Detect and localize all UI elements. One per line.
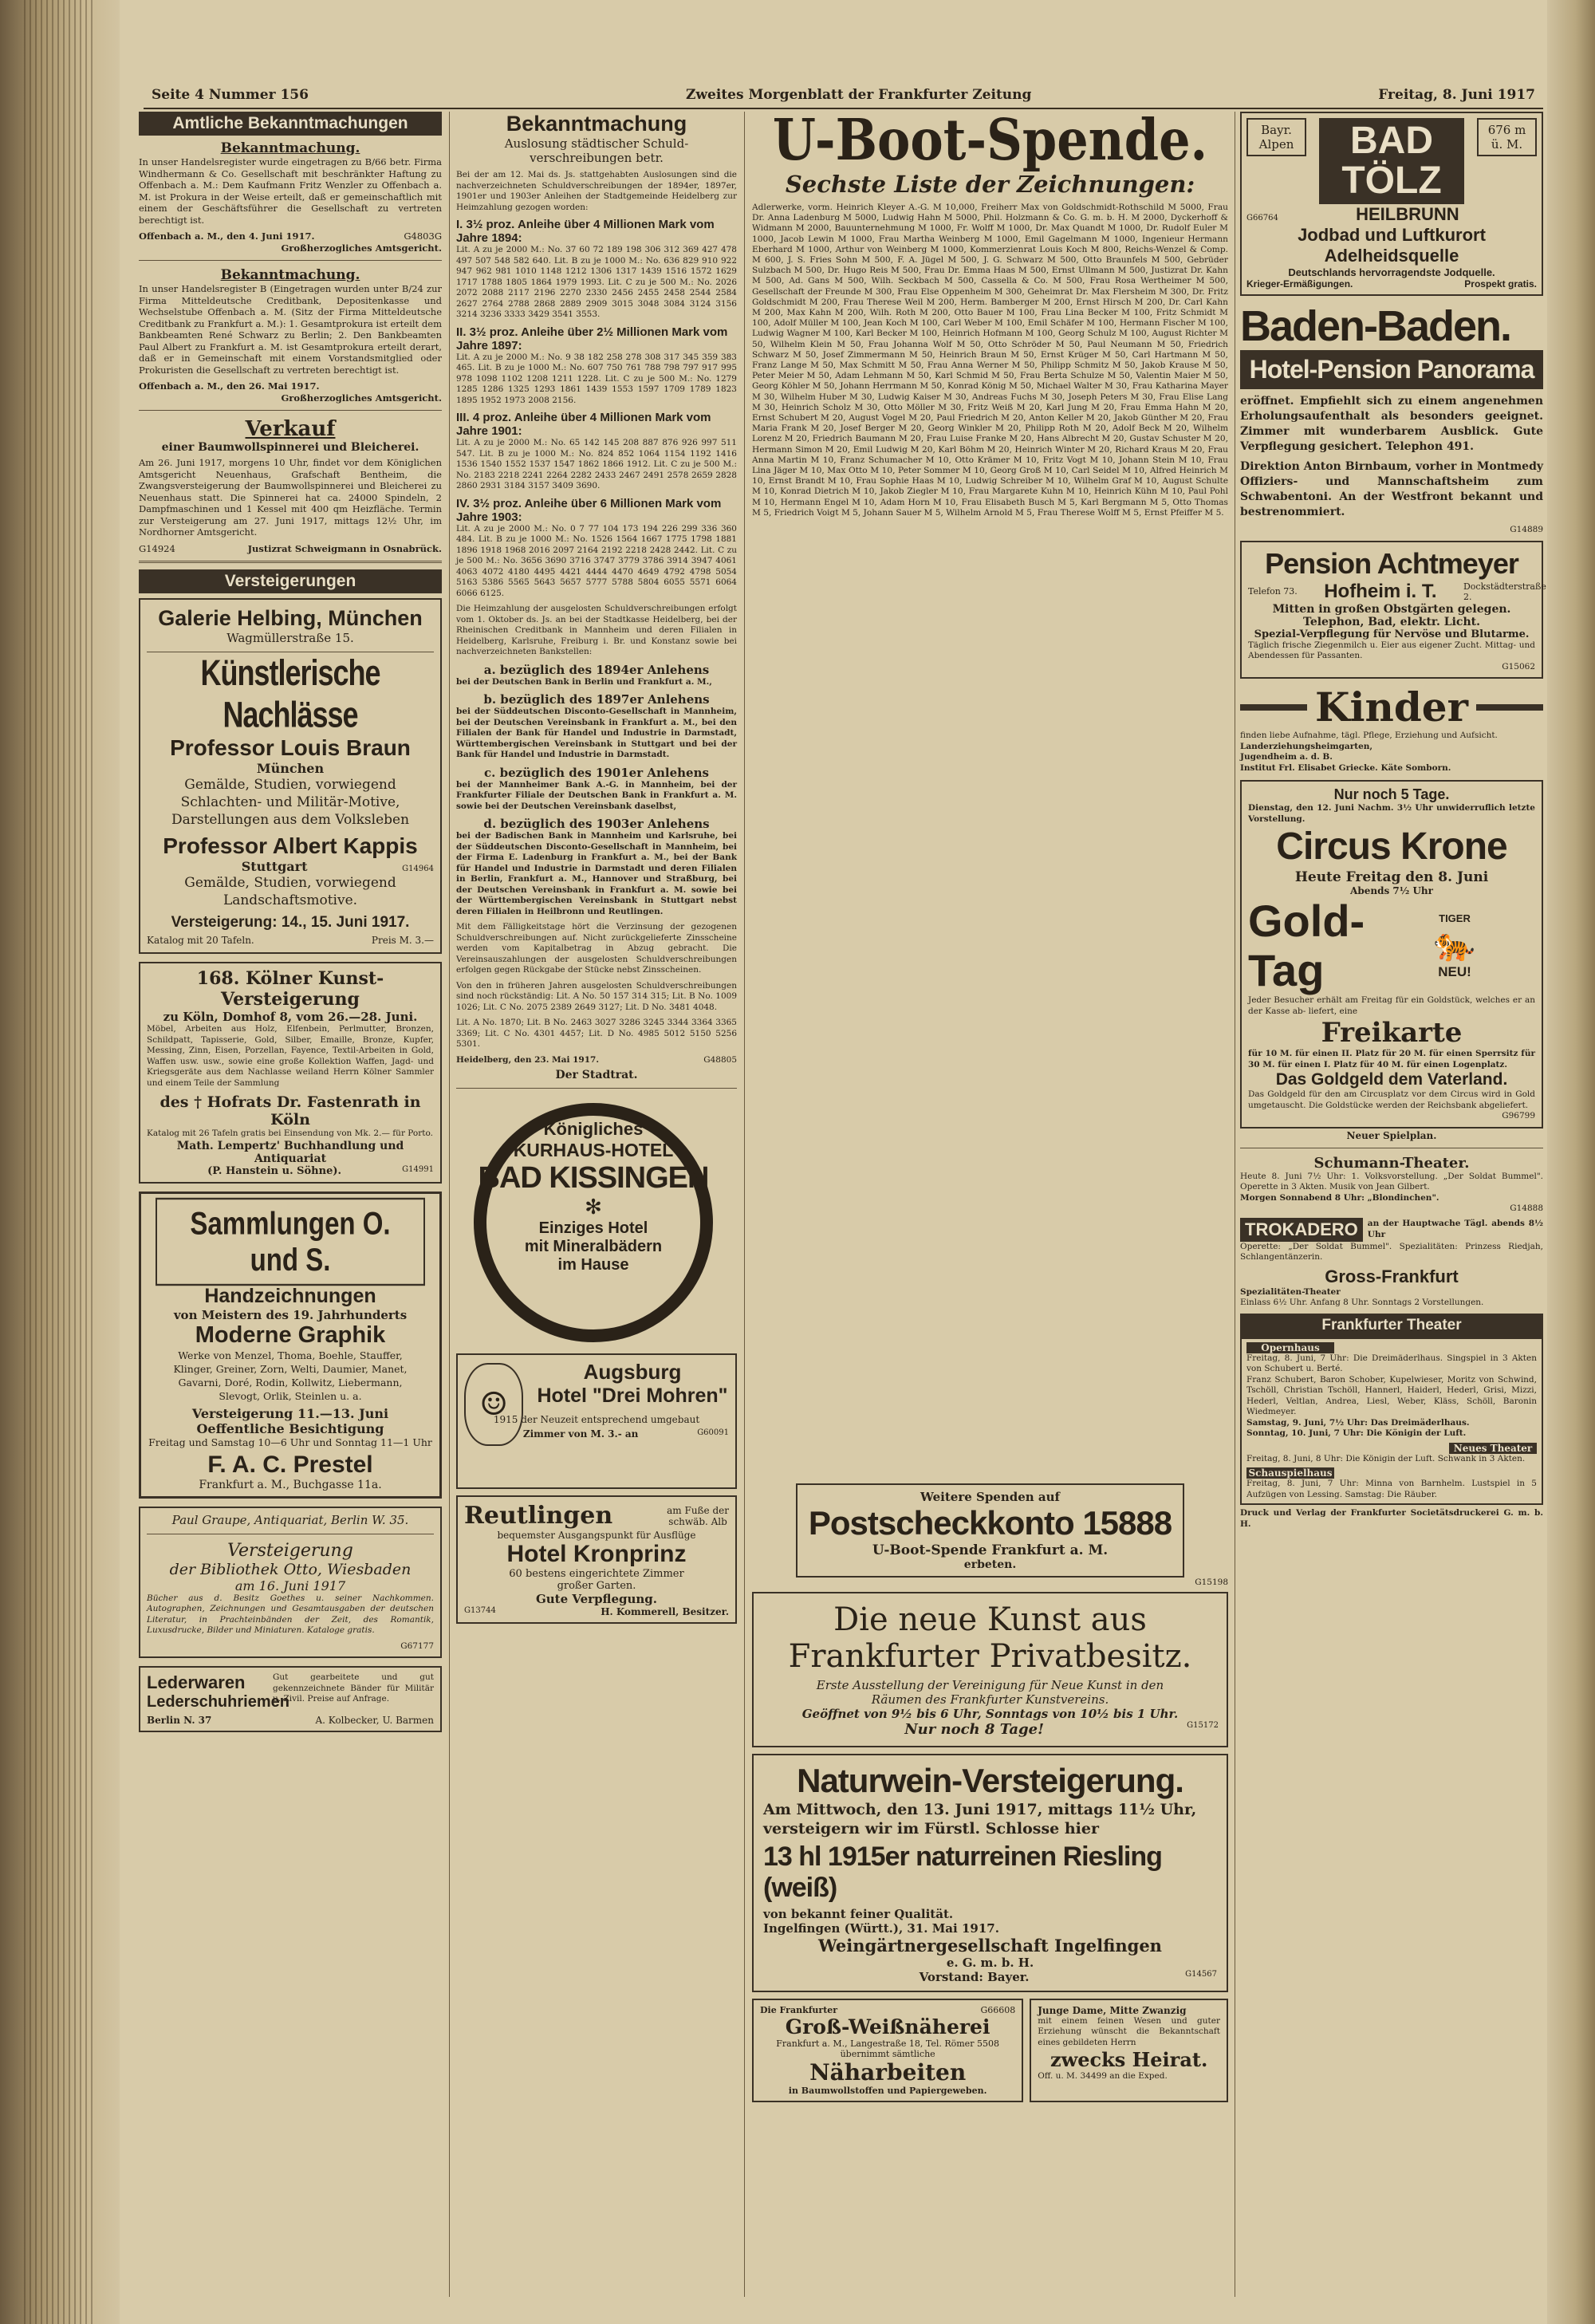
section-header-versteigerungen: Versteigerungen [139,569,442,593]
anleihe-1894-title: I. 3½ proz. Anleihe über 4 Millionen Mark vom Jahre 1894: [456,218,715,245]
kronprinz-code: G13744 [464,1606,496,1615]
circus-note: Nur noch 5 Tage. [1333,786,1450,802]
kronprinz-owner: H. Kommerell, Besitzer. [601,1606,729,1617]
kissingen-ad [456,1095,737,1350]
notice-text: In unser Handelsregister wurde eingetragen zu B/66 betr. Firma Windhermann & Co. Gesellschaft mit beschränkter Haftung zu Offenbach a. M.: Dem Kaufmann Fritz Wenzler zu Offenbach a. M. ist Prokura in der Weise erteilt, daß er gemeinschaftlich mit einem der Geschäftsführer die Gesellschaft zu vertreten berechtigt ist. [139,156,442,226]
column-rule [744,112,745,2297]
graupe-code: G67177 [400,1641,434,1651]
notice-court: Großherzogliches Amtsgericht. [281,242,442,254]
achtmeyer-code: G15062 [1502,661,1535,672]
bek-subtitle-2: verschreibungen betr. [530,151,664,165]
kunst-open: Geöffnet von 9½ bis 6 Uhr, Sonntags von 10½ bis 1 Uhr. [801,1706,1179,1721]
kronprinz-rooms: 60 bestens eingerichtete Zimmer [509,1568,684,1580]
kunst-line-2: Frankfurter Privatbesitz. [788,1637,1192,1675]
schauspielhaus-head: Schauspielhaus [1246,1467,1334,1479]
achtmeyer-city: Hofheim i. T. [1324,580,1437,602]
lempertz-sub: (P. Hanstein u. Söhne). [207,1164,342,1177]
schumann-sub: Morgen Sonnabend 8 Uhr: „Blondinchen". [1240,1192,1439,1203]
kronprinz-garden: großer Garten. [557,1580,636,1592]
druck-verlag: Druck und Verlag der Frankfurter Societätsdruckerei G. m. b. H. [1240,1508,1543,1529]
circus-date: Heute Freitag den 8. Juni [1294,869,1489,885]
kappis-name: Professor Albert Kappis [163,833,418,858]
weissnaeherei-ad [752,1999,1023,2102]
kissingen-line-4: Einziges Hotel [538,1219,648,1237]
bek-signature: Der Stadtrat. [555,1069,638,1081]
sammlungen-ad [139,1192,442,1499]
kissingen-line-3: BAD KISSINGEN [478,1161,709,1195]
graupe-title: Versteigerung [227,1540,353,1561]
kissingen-star-icon: ✻ [585,1195,602,1219]
schumann-text: Heute 8. Juni 7½ Uhr: 1. Volksvorstellung. „Der Soldat Bummel". Operette in 3 Akten. Musik von Jean Gilbert. [1240,1171,1543,1192]
sammlungen-moderne: Moderne Graphik [195,1322,386,1348]
circus-name: Circus Krone [1276,825,1507,868]
achtmeyer-tel: Telefon 73. [1248,586,1298,597]
circus-note-2: Dienstag, den 12. Juni Nachm. 3½ Uhr unwiderruflich letzte Vorstellung. [1248,803,1535,824]
mohren-ad [456,1353,737,1489]
circus-text: Jeder Besucher erhält am Freitag für ein Goldstück, welches er an der Kasse ab- liefert, eine [1248,995,1535,1016]
naturwein-code: G14567 [1185,1969,1217,1979]
opernhaus-sun: Sonntag, 10. Juni, 7 Uhr: Die Königin der Luft. [1246,1428,1467,1438]
neues-theater-head: Neues Theater [1449,1443,1537,1454]
trokadero-text: Operette: „Der Soldat Bummel". Spezialitäten: Prinzess Riedjah, Schlangentänzerin. [1240,1241,1543,1262]
uboot-title: U-Boot-Spende. [772,106,1208,174]
baden-code: G14889 [1510,525,1543,534]
naeharbeiten: Näharbeiten [809,2058,967,2086]
sammlungen-besichtigung: Oeffentliche Besichtigung [196,1420,384,1436]
bank-a-title: a. bezüglich des 1894er Anlehens [483,662,710,677]
bank-d-text: bei der Badischen Bank in Mannheim und Karlsruhe, bei der Süddeutschen Disconto-Gesellschaft in Mannheim, bei der Firma E. Ladenburg in Frankfurt a. M., bei der Bank für Handel und Industrie in Darmstadt und deren Filialen in Berlin, Frankfurt a. M., Hannover und Straßburg, bei der Deutschen Vereinsbank in Frankfurt a. M. sowie bei der Württembergischen Vereinsbank in Stuttgart nebst deren Filialen in Heilbronn und Reutlingen. [456,831,737,916]
reutlingen-side-2: schwäb. Alb [668,1515,727,1527]
postscheck-konto: Postscheckkonto 15888 [808,1504,1172,1542]
baden-direktion: Direktion Anton Birnbaum, vorher in Montmedy Offiziers- und Mannschaftsheim zum Schwabentoni. An der Westfront bekannt und bestrenommiert. [1240,460,1543,518]
sammlungen-versteigerung: Versteigerung 11.—13. Juni [191,1405,389,1421]
weiss-sub: übernimmt sämtliche [840,2048,935,2059]
circus-code: G96799 [1502,1111,1535,1121]
bek-title: Bekanntmachung [506,112,687,136]
postscheck-code: G15198 [1195,1578,1228,1587]
page-edge [1547,0,1595,2324]
kinder-address: Jugendheim a. d. B. [1240,752,1333,762]
leder-address: A. Kolbecker, U. Barmen [315,1715,434,1726]
koelner-collector: des † Hofrats Dr. Fastenrath in Köln [160,1093,421,1129]
kronprinz-name: Hotel Kronprinz [506,1541,687,1567]
bank-d-title: d. bezüglich des 1903er Anlehens [483,817,710,831]
nachlaesse-heading: Künstlerische Nachlässe [200,652,380,735]
mohren-emblem-icon: ☺ [464,1363,523,1446]
toelz-ad [1240,112,1543,296]
masthead-paper-name: Zweites Morgenblatt der Frankfurter Zeitung [686,87,1032,103]
mohren-code: G60091 [697,1428,729,1437]
anleihe-1901-numbers: Lit. A zu je 2000 M.: No. 65 142 145 208 887 876 926 997 511 547. Lit. B zu je 1000 M.: No. 824 852 1064 1154 1192 1416 1536 1540 1552 1537 1547 1862 1866 1912. Lit. C zu je 500 M.: No. 2183 2218 2241 2264 2282 2433 2467 2491 2578 2659 2828 2860 2931 3184 3157 3409 3690. [456,438,737,490]
augsburg-title: Augsburg [583,1360,682,1384]
verkauf-signature: Justizrat Schweigmann in Osnabrück. [247,542,442,554]
uboot-donation-list: Adlerwerke, vorm. Heinrich Kleyer A.-G. M 10,000, Freiherr Max von Goldschmidt-Rothschild M 5000, Frau Dr. Anna Ladenburg M 5000, Ludwig Hahn M 5000, Phil. Holzmann & Co. G. m. b. H. M 2000, Dyckerhoff & Widmann M 2000, Bauunternehmung M 1000, Fr. Wolff M 1000, Dr. Max Quandt M 1000, Dr. Rudolf Euler M 1000, Jacob Lewin M 1000, Frau Martha Weinberg M 1000, Emil Gagelmann M 1000, Ingenieur Hermann Eberhard M 1000, Arthur von Weinberg M 1000, Kommerzienrat Louis Koch M 800, Reichs-Wenzel & Comp. M 600, J. S. Fries Sohn M 500, F. A. Jügel M 500, J. G. Schwarz M 500, Otto Braunfels M 500, Gebrüder Sulzbach M 500, Dr. Hugo Reis M 500, Frau Dr. Emma Haas M 500, Ernst Ullmann M 500, Justizrat Dr. Kahn M 500, Ad. Gans M 500, Wilh. Seckbach M 500, Cassella & Co. M 500, Frau Rosa Wertheimer M 500, Gesellschaft der Freunde M 300, Frau Else Oppenheim M 300, Geheimrat Dr. Max Flersheim M 300, Dr. Fritz Goldschmidt M 200, Frau Therese Weil M 200, Herm. Bamberger M 200, Ernst Hirsch M 200, Dr. Carl Kahn M 200, Max Kahn M 200, Wilh. Roth M 200, Otto Bauer M 100, Frau Lina Becker M 100, Fritz Schmidt M 100, Adolf Müller M 100, Jean Koch M 100, Carl Weber M 100, Emil Schäfer M 100, Hermann Fischer M 100, Ludwig Wagner M 100, Karl Becker M 100, Heinrich Hofmann M 100, Georg Schulz M 100, August Richter M 50, Wilhelm Klein M 50, Frau Johanna Wolf M 50, Otto Schröder M 50, Paul Neumann M 50, Friedrich Schwarz M 50, Josef Zimmermann M 50, Heinrich Braun M 50, Ernst Krüger M 50, Carl Hartmann M 50, Franz Lange M 50, Max Schmitt M 50, Frau Anna Werner M 50, Philipp Schmitz M 50, Jakob Krause M 50, Peter Meier M 50, Adam Lehmann M 50, Karl Schmid M 50, Frau Berta Schulze M 50, Valentin Maier M 50, Georg Köhler M 50, Johann Herrmann M 50, Konrad König M 50, Michael Walter M 30, Frau Katharina Mayer M 30, Wilhelm Huber M 30, Ludwig Kaiser M 30, Andreas Fuchs M 30, Joseph Peters M 30, Frau Elise Lang M 30, Heinrich Scholz M 30, Otto Möller M 30, Fritz Weiß M 20, Karl Jung M 20, Frau Emma Hahn M 20, Ernst Schubert M 20, August Vogel M 20, Paul Friedrich M 20, Anton Keller M 20, Jakob Günther M 20, Frau Maria Frank M 20, Josef Berger M 20, Georg Winkler M 20, Philipp Roth M 20, Adolf Beck M 20, Wilhelm Lorenz M 20, Friedrich Baumann M 20, Frau Luise Franke M 20, Hans Albrecht M 20, Gustav Schuster M 20, Hermann Simon M 20, Emil Ludwig M 20, Karl Böhm M 20, Heinrich Winter M 20, Richard Kraus M 20, Frau Anna Martin M 10, Franz Schumacher M 10, Otto Krämer M 10, Fritz Vogt M 10, Johann Stein M 10, Frau Lina Jäger M 10, Max Otto M 10, Peter Sommer M 10, Georg Groß M 10, Carl Seidel M 10, Alfred Heinrich M 10, Ernst Brandt M 10, Frau Sophie Haas M 10, Ludwig Schreiber M 10, Wilhelm Graf M 10, August Schulte M 10, Konrad Dietrich M 10, Jakob Ziegler M 10, Frau Margarete Kuhn M 10, Heinrich Kühn M 10, Paul Pohl M 10, Hermann Engel M 10, Adam Horn M 10, Frau Elisabeth Busch M 5, Karl Bergmann M 5, Otto Thomas M 5, Friedrich Voigt M 5, Johann Sauer M 5, Wilhelm Arnold M 5, Frau Therese Wolff M 5, Ernst Pfeiffer M 5. [752,203,1228,518]
naturwein-vorstand: Vorstand: Bayer. [919,1969,1030,1984]
achtmeyer-note: Täglich frische Ziegenmilch u. Eier aus eigener Zucht. Mittag- und Abendessen für Passanten. [1248,640,1535,660]
toelz-deutschlands: Deutschlands hervorragendste Jodquelle. [1288,266,1495,278]
kinder-heim: Landerziehungsheimgarten, [1240,741,1373,751]
sammlungen-meister: von Meistern des 19. Jahrhunderts [173,1307,408,1322]
circus-gold: Das Goldgeld dem Vaterland. [1275,1070,1508,1089]
schauspielhaus-text: Freitag, 8. Juni, 7 Uhr: Minna von Barnhelm. Lustspiel in 5 Aufzügen von Lessing. Samstag: Die Räuber. [1246,1479,1537,1499]
bek-code: G48805 [703,1054,737,1065]
bank-c-title: c. bezüglich des 1901er Anlehens [484,765,709,780]
circus-ad [1240,780,1543,1129]
naturwein-riesling: 13 hl 1915er naturreinen Riesling (weiß) [763,1841,1162,1903]
naturwein-firm: Weingärtnergesellschaft Ingelfingen [818,1935,1162,1956]
freikarte-title: Freikarte [1321,1017,1463,1049]
kappis-city: Stuttgart [241,859,308,874]
leder-title: Lederwaren [147,1672,246,1692]
mohren-subtitle: 1915 der Neuzeit entsprechend umgebaut [493,1414,700,1425]
column-2 [456,112,737,1624]
masthead-date: Freitag, 8. Juni 1917 [1378,87,1535,103]
spielplan: Neuer Spielplan. [1346,1129,1437,1141]
circus-text-3: Das Goldgeld für den am Circusplatz vor dem Circus wird in Gold umgetauscht. Die Goldstücke werden der Reichsbank abgeliefert. [1248,1089,1535,1110]
tiger-icon: 🐅 [1433,924,1476,963]
kronprinz-ad [456,1495,737,1624]
koelner-title: 168. Kölner Kunst-Versteigerung [196,968,384,1010]
sammlungen-title: Sammlungen O. und S. [156,1197,425,1285]
sammlungen-text: Werke von Menzel, Thoma, Boehle, Stauffer, Klinger, Greiner, Zorn, Welti, Daumier, Manet, Gavarni, Doré, Rodin, Kollwitz, Liebermann, Slevogt, Orlik, Steinlen u. a. [173,1349,408,1402]
helbing-name: Galerie Helbing, München [158,606,423,630]
reutlingen-subtitle: bequemster Ausgangspunkt für Ausflüge [497,1530,696,1541]
notice-title: Bekanntmachung. [220,267,360,283]
notice-place: Offenbach a. M., den 4. Juni 1917. [139,230,315,242]
postscheck-ad [796,1483,1184,1578]
circus-text-2: für 10 M. für einen II. Platz für 20 M. für einen Sperrsitz für 30 M. für einen I. Platz für 40 M. für einen Logenplatz. [1248,1049,1535,1069]
column-3 [752,106,1228,2102]
braun-city: München [256,761,325,776]
kissingen-line-1: Königliches [543,1119,644,1139]
rest-text-2: Lit. A No. 1870; Lit. B No. 2463 3027 3286 3245 3344 3364 3365 3369; Lit. C No. 4301 4457; Lit. D No. 4985 5012 5150 5256 5301. [456,1018,737,1049]
koelner-text: Möbel, Arbeiten aus Holz, Elfenbein, Perlmutter, Bronzen, Schildpatt, Tapisserie, Gold, Silber, Emaille, Bronze, Kupfer, Messing, Zinn, Eisen, Porzellan, Fayence, Textil-Arbeiten in Gold, Waffen usw. usw., sowie eine große Kollektion Waffen, Jagd- und Kriegsgeräte aus dem Nachlasse weiland Herrn Kölner Sammler und einem Teile der Sammlung [147,1024,434,1088]
bank-b-title: b. bezüglich des 1897er Anlehens [483,692,710,707]
katalog-info: Katalog mit 20 Tafeln. [147,935,254,946]
gross-text: Einlass 6½ Uhr. Anfang 8 Uhr. Sonntags 2 Vorstellungen. [1240,1298,1484,1307]
heirat-title: zwecks Heirat. [1050,2048,1208,2071]
circus-neu: NEU! [1438,963,1471,979]
opernhaus-sat: Samstag, 9. Juni, 7½ Uhr: Das Dreimäderlhaus. [1246,1417,1470,1428]
achtmeyer-title: Pension Achtmeyer [1265,546,1518,580]
naturwein-text: Am Mittwoch, den 13. Juni 1917, mittags 11½ Uhr, versteigern wir im Fürstl. Schlosse hier [763,1800,1197,1838]
dame-title: Junge Dame, Mitte Zwanzig [1038,2004,1187,2016]
rest-text: Von den in früheren Jahren ausgelosten Schuldverschreibungen sind noch rückständig: Lit. A No. 50 157 314 315; Lit. B No. 1009 1026; Lit. C No. 2075 2389 2649 3127; Lit. D No. 3481 4048. [456,980,737,1012]
naturwein-place: Ingelfingen (Württ.), 31. Mai 1917. [763,1920,999,1936]
leder-subtitle: Lederschuhriemen [147,1693,289,1711]
kinder-ad [1240,683,1543,774]
graupe-subtitle: der Bibliothek Otto, Wiesbaden [169,1560,412,1578]
heirat-ad [1030,1999,1228,2102]
toelz-logo: BAD TÖLZ [1319,118,1464,204]
baden-title: Baden-Baden. [1240,302,1511,350]
baden-ad [1240,302,1543,536]
bek-place: Heidelberg, den 23. Mai 1917. [456,1054,599,1065]
anleihe-1897-title: II. 3½ proz. Anleihe über 2½ Millionen Mark vom Jahre 1897: [456,325,728,353]
kinder-title: Kinder [1315,683,1468,731]
kinder-institut: Institut Frl. Elisabet Griecke. Käte Somborn. [1240,762,1451,773]
column-1 [139,112,442,1732]
postscheck-weitere: Weitere Spenden auf [920,1490,1060,1504]
verkauf-text: Am 26. Juni 1917, morgens 10 Uhr, findet vor dem Königlichen Amtsgericht Neuenhaus, Grafschaft Bentheim, die Zwangsversteigerung der Baumwollspinnerei und Bleicherei zu Neuenhaus statt. Die Spinnerei hat ca. 24000 Spindeln, 2 Dampfmaschinen und 1 Kessel mit 400 qm Heizfläche. Termin zur Versteigerung am 27. Juni 1917, mittags 12½ Uhr, im Nordhorner Amtsgericht. [139,457,442,538]
achtmeyer-spec: Spezial-Verpflegung für Nervöse und Blutarme. [1254,628,1530,640]
notice-text: In unser Handelsregister B (Eingetragen wurden unter B/24 zur Firma Mitteldeutsche Creditbank, Depositenkasse und Wechselstube Offenbach a. M. (Sitz der Firma Mitteldeutsche Creditbank zu Frankfurt a. M.): 1. Gesamtprokura ist erteilt dem Bankbeamten René Schwarz zu Berlin; 2. Den Bankbeamten Paul Albert zu Frankfurt a. M. ist Gesamtprokura erteilt derart, daß er in Gemeinschaft mit einem Vorstandsmitglied oder Prokuristen die Gesellschaft zu vertreten berechtigt ist. [139,283,442,376]
notice-code: G4803G [404,230,442,242]
circus-tiger: TIGER [1439,912,1471,924]
postscheck-erbeten: erbeten. [963,1558,1017,1571]
reutlingen-side-1: am Fuße der [667,1504,729,1516]
column-rule [449,112,450,2297]
kunst-days: Nur noch 8 Tage! [904,1720,1044,1738]
bank-b-text: bei der Süddeutschen Disconto-Gesellschaft in Mannheim, bei der Deutschen Vereinsbank in Frankfurt a. M., bei den Filialen der Bank für Handel und Industrie in Darmstadt, Württembergischen Vereinsbank in Stuttgart und bei der Bank für Handel und Industrie in Darmstadt. [456,707,737,759]
helbing-ad [139,598,442,954]
weiss-code: G66608 [980,2004,1016,2015]
sammlungen-subtitle: Handzeichnungen [204,1284,376,1307]
reutlingen-title: Reutlingen [464,1502,613,1530]
toelz-hoehe: 676 m ü. M. [1477,118,1537,156]
kissingen-line-6: im Hause [557,1256,629,1274]
gross-title: Gross-Frankfurt [1325,1266,1459,1286]
toelz-alpen: Alpen [1258,137,1294,152]
katalog-price: Preis M. 3.— [371,935,434,946]
mohren-zimmer: Zimmer von M. 3.- an [522,1428,639,1440]
opernhaus-cast: Franz Schubert, Baron Schober, Kupelwieser, Moritz von Schwind, Tschöll, Christian Tschöll, Hannerl, Haiderl, Hederl, Grisi, Mizzi, Hederl, Veltlan, Andrea, Liesl, Weber, Kläss, Schöll, Baronin Wiedmeyer. [1246,1374,1537,1416]
toelz-bayr: Bayr. [1261,123,1292,137]
kunst-line-1: Die neue Kunst aus [833,1601,1147,1638]
anleihe-1901-title: III. 4 proz. Anleihe über 4 Millionen Mark vom Jahre 1901: [456,411,711,438]
notice-court: Großherzogliches Amtsgericht. [281,392,442,404]
baden-text: eröffnet. Empfiehlt sich zu einem angenehmen Erholungsaufenthalt als besonders geeignet. Zimmer mit wunderbarem Ausblick. Gute Verpflegung gesichert. Telephon 491. [1240,395,1543,453]
graupe-text: Bücher aus d. Besitz Goethes u. seiner Nachkommen. Autographen, Zeichnungen und Gesamtausgaben der deutschen Literatur, in Prachteinbänden der Zeit, des Romantik, Luxusdrucke, Bilder und Miniaturen. Kataloge gratis. [147,1593,434,1635]
kinder-text: finden liebe Aufnahme, tägl. Pflege, Erziehung und Aufsicht. [1240,731,1498,740]
naturwein-quality: von bekannt feiner Qualität. [763,1906,954,1921]
weiss-head: Die Frankfurter [760,2004,838,2015]
verkauf-code: G14924 [139,542,175,554]
mohren-name: Hotel "Drei Mohren" [537,1385,728,1407]
kunst-ad [752,1592,1228,1747]
uboot-list-title: Sechste Liste der Zeichnungen: [785,171,1195,198]
toelz-prospekt: Prospekt gratis. [1464,278,1537,290]
closing-text: Mit dem Fälligkeitstage hört die Verzinsung der gezogenen Schuldverschreibungen auf. Nicht zurückgelieferte Zinsscheine werden vom Kapitalbetrag in Abzug gebracht. Die Vereinsauszahlungen der ausgelosten Schuldverschreibungen erfolgen gegen Rückgabe der Stücke nebst Zinsscheinen. [456,922,737,975]
kappis-code: G14964 [402,865,434,873]
book-binding [0,0,120,2324]
toelz-jodbad: Jodbad und Luftkurort [1298,225,1486,245]
gross-sub: Spezialitäten-Theater [1240,1286,1341,1297]
koelner-ad [139,962,442,1184]
sammlungen-times: Freitag und Samstag 10—6 Uhr und Sonntag 11—1 Uhr [148,1436,432,1448]
notice-place: Offenbach a. M., den 26. Mai 1917. [139,380,320,392]
weiss-title: Groß-Weißnäherei [785,2015,990,2038]
bek-subtitle-1: Auslosung städtischer Schuld- [504,136,689,151]
verkauf-subtitle: einer Baumwollspinnerei und Bleicherei. [161,441,419,454]
bek-intro: Bei der am 12. Mai ds. Js. stattgehabten Auslosungen sind die nachverzeichneten Schuldverschreibungen der 1894er, 1897er, 1901er und 1903er Anleihen der Stadtgemeinde Heidelberg zur Heimzahlung gezogen worden: [456,170,737,212]
lempertz-code: G14991 [402,1164,434,1174]
postscheck-subtitle: U-Boot-Spende Frankfurt a. M. [872,1542,1109,1558]
achtmeyer-ad [1240,541,1546,679]
opernhaus-text: Freitag, 8. Juni, 7 Uhr: Die Dreimäderlhaus. Singspiel in 3 Akten von Schubert u. Berté. [1246,1353,1537,1373]
braun-description: Gemälde, Studien, vorwiegend Schlachten- und Militär-Motive, Darstellungen aus dem Volksleben [171,777,410,828]
prestel-name: F. A. C. Prestel [207,1451,373,1478]
anleihe-1903-numbers: Lit. A zu je 2000 M.: No. 0 7 77 104 173 194 226 299 336 360 484. Lit. B zu je 1000 M.: No. 1526 1564 1667 1775 1798 1881 1896 1918 1968 2016 2097 2164 2192 2218 2428 2442. Lit. C zu je 500 M.: No. 3656 3690 3716 3747 3779 3786 3914 3947 4061 4063 4072 4180 4495 4421 4444 4470 4649 4792 4798 5054 5163 5386 5565 5643 5657 5777 5788 5804 6055 5571 6064 6066 6125. [456,523,737,598]
goldtag-title: Gold-Tag [1248,896,1365,995]
kissingen-line-5: mit Mineralbädern [524,1238,663,1255]
column-4 [1240,112,1546,1530]
koelner-note: Katalog mit 26 Tafeln gratis bei Einsendung von Mk. 2.— für Porto. [147,1129,433,1138]
kunst-text: Erste Ausstellung der Vereinigung für Neue Kunst in den Räumen des Frankfurter Kunstvereins. [816,1677,1164,1707]
theater-program [1240,1337,1543,1506]
helbing-address: Wagmüllerstraße 15. [226,631,354,645]
naeharbeiten-sub: in Baumwollstoffen und Papiergeweben. [788,2085,987,2096]
baden-hotel: Hotel-Pension Panorama [1240,350,1543,389]
heirat-note: Off. u. M. 34499 an die Exped. [1038,2071,1168,2081]
anleihe-1894-numbers: Lit. A zu je 2000 M.: No. 37 60 72 189 198 306 312 369 427 478 497 507 548 582 640. Lit. B zu je 1000 M.: No. 636 829 910 922 947 962 981 1010 1148 1212 1306 1317 1439 1516 1572 1629 1717 1788 1805 1864 1979 1993. Lit. C zu je 500 M.: No. 2026 2072 2088 2117 2196 2270 2330 2456 2455 2458 2544 2584 2627 2764 2788 2868 2889 2909 3015 3048 3084 3124 3156 3214 3236 3333 3429 3541 3553. [456,245,737,319]
notice-title: Bekanntmachung. [220,140,360,156]
achtmeyer-street: Dockstädterstraße 2. [1463,581,1546,602]
newspaper-page [120,0,1547,2324]
toelz-heilbrunn: HEILBRUNN [1356,204,1459,224]
prestel-address: Frankfurt a. M., Buchgasse 11a. [199,1478,382,1491]
achtmeyer-text: Mitten in großen Obstgärten gelegen. Telephon, Bad, elektr. Licht. [1272,602,1511,628]
graupe-date: am 16. Juni 1917 [234,1578,346,1593]
lempertz-name: Math. Lempertz' Buchhandlung und Antiquariat [176,1139,404,1165]
naturwein-ad [752,1754,1228,1992]
masthead [144,84,1543,109]
section-header-amtliche: Amtliche Bekanntmachungen [139,112,442,136]
trokadero-address: an der Hauptwache Tägl. abends 8½ Uhr [1367,1219,1543,1239]
graupe-head: Paul Graupe, Antiquariat, Berlin W. 35. [171,1512,409,1527]
bank-a-text: bei der Deutschen Bank in Berlin und Frankfurt a. M., [456,676,712,687]
toelz-krieger: Krieger-Ermäßigungen. [1246,278,1353,290]
anleihe-1903-title: IV. 3½ proz. Anleihe über 6 Millionen Mark vom Jahre 1903: [456,496,722,524]
kappis-description: Gemälde, Studien, vorwiegend Landschaftsmotive. [184,875,396,908]
kronprinz-verpflegung: Gute Verpflegung. [535,1592,658,1606]
bank-c-text: bei der Mannheimer Bank A.-G. in Mannheim, bei der Frankfurter Filiale der Deutschen Bank in Frankfurt a. M. sowie bei der Deutschen Vereinsbank daselbst, [456,779,737,811]
schumann-title: Schumann-Theater. [1313,1154,1470,1172]
kunst-code: G15172 [1187,1720,1219,1730]
kissingen-line-2: KURHAUS-HOTEL [513,1140,674,1160]
circus-time: Abends 7½ Uhr [1350,885,1433,896]
trokadero-title: TROKADERO [1240,1218,1363,1242]
opernhaus-head: Opernhaus [1246,1342,1334,1353]
dame-text: mit einem feinen Wesen und guter Erziehung wünscht die Bekanntschaft eines gebildeten Herrn [1038,2015,1220,2047]
leder-berlin: Berlin N. 37 [147,1715,212,1726]
naturwein-firm-2: e. G. m. b. H. [946,1955,1034,1970]
graupe-ad [139,1507,442,1659]
anleihe-1897-numbers: Lit. A zu je 2000 M.: No. 9 38 182 258 278 308 317 345 359 383 465. Lit. B zu je 1000 M.: No. 607 750 761 788 798 797 917 995 978 1098 1102 1208 1211 1228. Lit. C zu je 500 M.: No. 1279 1285 1286 1325 1293 1861 1439 1553 1597 1709 1789 1823 1895 1952 1973 2008 2156. [456,352,737,405]
braun-name: Professor Louis Braun [170,735,411,760]
weiss-address: Frankfurt a. M., Langestraße 18, Tel. Römer 5508 [776,2038,999,2049]
payment-text: Die Heimzahlung der ausgelosten Schuldverschreibungen erfolgt vom 1. Oktober ds. Js. an bei der Stadtkasse Heidelberg, bei der Rheinischen Creditbank in Mannheim und deren Filialen in Heidelberg, Karlsruhe, Freiburg i. Br. und Konstanz sowie bei nachverzeichneten Bankstellen: [456,604,737,656]
lederwaren-ad [139,1666,442,1732]
leder-text: Gut gearbeitete und gut gekennzeichnete Bänder für Militär u. Zivil. Preise auf Anfrage. [273,1672,434,1704]
verkauf-title: Verkauf [245,417,336,441]
naturwein-title: Naturwein-Versteigerung. [797,1761,1183,1799]
frankfurter-theater-title: Frankfurter Theater [1240,1314,1543,1337]
masthead-page-number: Seite 4 Nummer 156 [152,87,309,103]
schumann-code: G14888 [1510,1203,1543,1213]
toelz-code: G66764 [1246,214,1278,223]
koelner-date: zu Köln, Domhof 8, vom 26.—28. Juni. [163,1010,418,1024]
versteigerung-date: Versteigerung: 14., 15. Juni 1917. [171,914,410,931]
neues-theater-text: Freitag, 8. Juni, 8 Uhr: Die Königin der Luft. Schwank in 3 Akten. [1246,1453,1526,1463]
toelz-adelheidsquelle: Adelheidsquelle [1324,246,1459,266]
